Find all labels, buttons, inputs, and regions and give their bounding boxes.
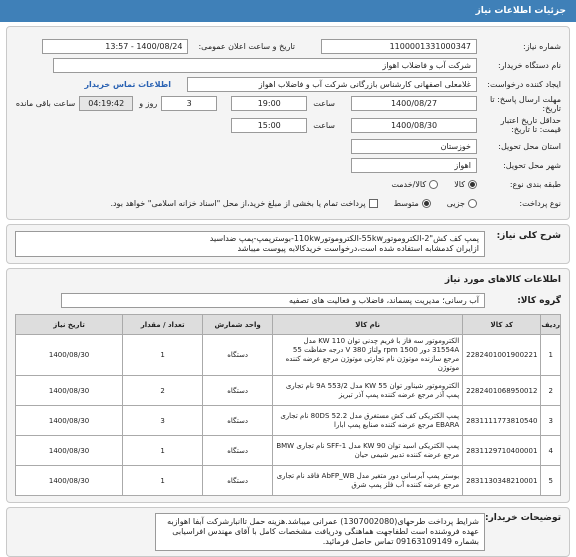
days-label: روز و (139, 99, 158, 108)
cell-unit: دستگاه (203, 376, 273, 406)
cell-date: 1400/08/30 (16, 335, 123, 376)
cell-qty: 1 (123, 436, 203, 466)
cell-qty: 3 (123, 406, 203, 436)
summary-line-1: پمپ کف کش"2-الکتروموتور55kw-الکتروموتور110kw-بوسترپمپ-پمپ ضداسید (209, 234, 479, 243)
remaining-label: ساعت باقی مانده (15, 99, 76, 108)
need-info-panel (6, 26, 570, 220)
send-time-label: ساعت (313, 99, 335, 108)
buyer-field: شرکت آب و فاضلاب اهواز (53, 58, 477, 73)
goods-group-row (15, 293, 561, 308)
buyer-contact-link[interactable]: اطلاعات تماس خریدار (84, 80, 171, 89)
city-field: اهواز (351, 158, 477, 173)
type-goods-text: کالا (454, 180, 465, 189)
treasury-checkbox[interactable] (369, 199, 378, 208)
cell-row: 4 (541, 436, 561, 466)
goods-title: اطلاعات کالاهای مورد نیاز (444, 275, 561, 285)
announce-field: 1400/08/24 - 13:57 (42, 39, 188, 54)
page-header (0, 0, 576, 22)
payment-note: پرداخت تمام یا بخشی از مبلغ خرید،از محل "اسناد خزانه اسلامی" خواهد بود. (110, 199, 366, 208)
city-row (15, 156, 561, 175)
payment-medium-option[interactable] (394, 199, 431, 208)
province-row (15, 137, 561, 156)
summary-line-2: ازایران کدمشابه استفاده شده است،درخواست خریدکالابه پیوست میباشد (237, 244, 479, 253)
cell-unit: دستگاه (203, 436, 273, 466)
creator-field: غلامعلی اصفهانی کارشناس بازرگانی شرکت آب و فاضلاب اهواز (187, 77, 477, 92)
col-unit: واحد شمارش (203, 315, 273, 335)
table-row (16, 466, 561, 496)
summary-label: شرح کلی نیاز: (496, 231, 561, 241)
cell-code: 2831130348210001 (463, 466, 541, 496)
cell-name: الکتروموتور سه فاز با فریم چدنی توان 110 KW مدل 31554A دور 1500 rpm ولتاژ 380 V درجه حفاظت 55 مرجع سازنده موتوژن نام تجارتی موتوژن مرجع عرضه کننده موتوژن (273, 335, 463, 376)
need-number-label: شماره نیاز: (523, 42, 561, 51)
summary-field (15, 231, 485, 257)
col-code: کد کالا (463, 315, 541, 335)
buyer-label: نام دستگاه خریدار: (498, 61, 561, 70)
col-qty: تعداد / مقدار (123, 315, 203, 335)
notes-row (15, 513, 561, 551)
goods-table-header (16, 315, 561, 335)
cell-qty: 2 (123, 376, 203, 406)
table-row (16, 376, 561, 406)
buyer-row (15, 56, 561, 75)
need-number-row (15, 37, 561, 56)
type-row (15, 175, 561, 194)
payment-partial-option[interactable] (447, 199, 477, 208)
cell-name: پمپ الکتریکی اسید توان 90 KW مدل SFF-1 نام تجاری BMW مرجع عرضه کننده تدبیر شیمی حیان (273, 436, 463, 466)
days-field: 3 (161, 96, 217, 111)
table-row (16, 335, 561, 376)
table-row (16, 406, 561, 436)
summary-panel (6, 224, 570, 264)
goods-group-label: گروه کالا: (517, 295, 561, 306)
type-goods-service-text: کالا/خدمت (391, 180, 427, 189)
cell-code: 2282401001900221 (463, 335, 541, 376)
cell-date: 1400/08/30 (16, 376, 123, 406)
goods-table (15, 314, 561, 496)
cell-code: 2282401068950012 (463, 376, 541, 406)
type-goods-radio[interactable] (468, 180, 477, 189)
province-field: خوزستان (351, 139, 477, 154)
validity-time-field: 15:00 (231, 118, 307, 133)
send-deadline-row (15, 94, 561, 113)
creator-label: ایجاد کننده درخواست: (487, 80, 561, 89)
type-goods-option[interactable] (454, 180, 477, 189)
province-label: استان محل تحویل: (498, 142, 561, 151)
payment-medium-radio[interactable] (422, 199, 431, 208)
cell-unit: دستگاه (203, 466, 273, 496)
summary-row (15, 231, 561, 257)
table-row (16, 436, 561, 466)
notes-field: شرایط پرداخت طرحهای(1307002080) عمرانی میباشد.هزینه حمل تاانبارشرکت آبفا اهوازبه عهده فروشنده است لطفاجهت هماهنگی ودریافت مشخصات کامل با آقای مهندس افراسیابی بشماره 09163109149 تماس حاصل فرمائید. (155, 513, 485, 551)
city-label: شهر محل تحویل: (503, 161, 561, 170)
payment-row (15, 194, 561, 213)
type-goods-service-option[interactable] (391, 180, 438, 189)
payment-label: نوع پرداخت: (519, 199, 561, 208)
page-title: جزئیات اطلاعات نیاز (475, 6, 566, 16)
type-goods-service-radio[interactable] (429, 180, 438, 189)
notes-panel (6, 507, 570, 557)
cell-row: 2 (541, 376, 561, 406)
cell-unit: دستگاه (203, 406, 273, 436)
remaining-time-field: 04:19:42 (79, 96, 133, 111)
cell-row: 1 (541, 335, 561, 376)
validity-row (15, 113, 561, 137)
cell-date: 1400/08/30 (16, 466, 123, 496)
cell-name: بوستر پمپ آبرسانی دور متغیر مدل AbFP_WB فاقد نام تجاری مرجع عرضه کننده آب فلز پمپ شرق (273, 466, 463, 496)
send-time-field: 19:00 (231, 96, 307, 111)
validity-label: حداقل تاریخ اعتبار قیمت: تا تاریخ: (500, 116, 561, 134)
payment-partial-radio[interactable] (468, 199, 477, 208)
need-number-field: 1100001331000347 (321, 39, 477, 54)
col-row: ردیف (541, 315, 561, 335)
payment-medium-text: متوسط (393, 199, 419, 208)
cell-row: 5 (541, 466, 561, 496)
validity-time-label: ساعت (313, 120, 335, 130)
send-deadline-label: مهلت ارسال پاسخ: تا تاریخ: (489, 94, 561, 113)
col-name: نام کالا (273, 315, 463, 335)
goods-group-field: آب رسانی؛ مدیریت پسماند، فاضلاب و فعالیت های تصفیه (61, 293, 485, 308)
notes-label: توضیحات خریدار: (485, 513, 561, 523)
cell-code: 2831111773810540 (463, 406, 541, 436)
col-date: تاریخ نیاز (16, 315, 123, 335)
goods-panel (6, 268, 570, 503)
cell-unit: دستگاه (203, 335, 273, 376)
cell-name: پمپ الکتریکی کف کش مستغرق مدل 52.2 80DS نام تجاری EBARA مرجع عرضه کننده صنایع پمپ ابارا (273, 406, 463, 436)
cell-date: 1400/08/30 (16, 436, 123, 466)
type-label: طبقه بندی نوع: (509, 180, 561, 189)
validity-date-field: 1400/08/30 (351, 118, 477, 133)
cell-row: 3 (541, 406, 561, 436)
cell-qty: 1 (123, 335, 203, 376)
cell-qty: 1 (123, 466, 203, 496)
announce-label: تاریخ و ساعت اعلان عمومی: (198, 42, 295, 51)
cell-name: الکتروموتور شیناور توان 55 KW مدل 553/2 9A نام تجاری پمپ آذر مرجع عرضه کننده پمپ آذر تبریز (273, 376, 463, 406)
cell-code: 2831129710400001 (463, 436, 541, 466)
creator-row (15, 75, 561, 94)
payment-partial-text: جزیی (446, 199, 465, 208)
cell-date: 1400/08/30 (16, 406, 123, 436)
send-date-field: 1400/08/27 (351, 96, 477, 111)
treasury-option[interactable] (110, 199, 377, 208)
